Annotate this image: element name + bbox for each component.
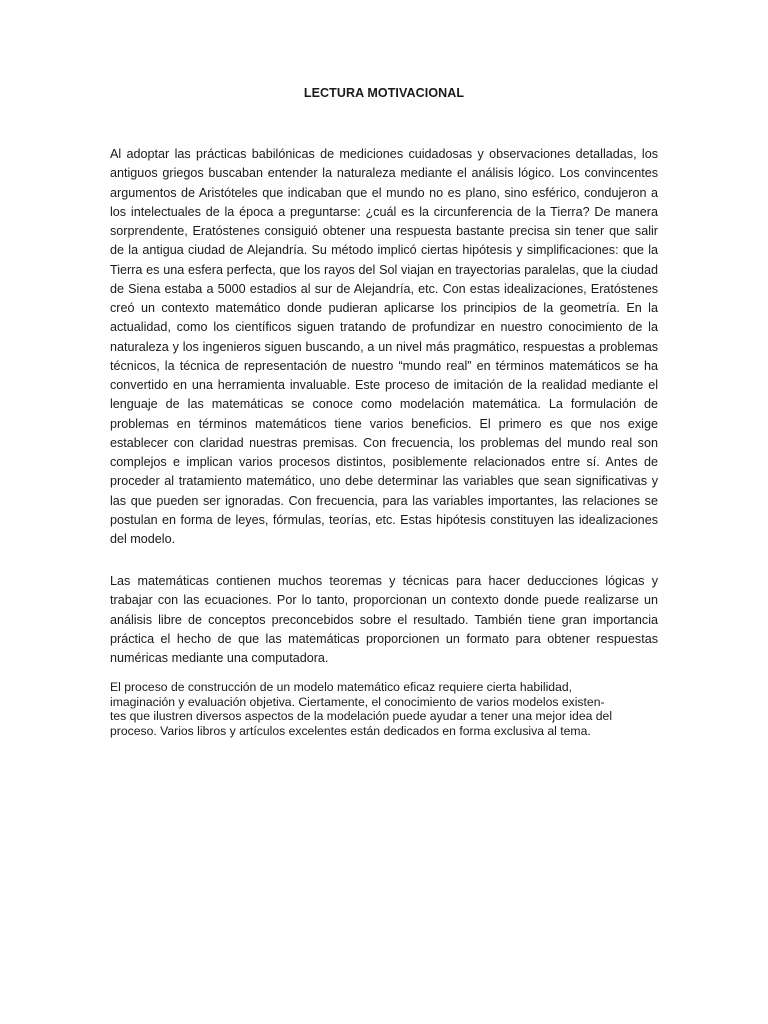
paragraph-1: Al adoptar las prácticas babilónicas de mediciones cuidadosas y observaciones detalladas, los antiguos griegos buscaban entender la naturaleza mediante el análisis lógico. Los convincentes argumentos de Aristóteles que indicaban que el mundo no es plano, sino esférico, condujeron a los intelectuales de la época a preguntarse: ¿cuál es la circunferencia de la Tierra? De manera sorprendente, Eratóstenes consiguió obtener una respuesta bastante precisa sin tener que salir de la antigua ciudad de Alejandría. Su método implicó ciertas hipótesis y simplificaciones: que la Tierra es una esfera perfecta, que los rayos del Sol viajan en trayectorias paralelas, que la ciudad de Siena estaba a 5000 estadios al sur de Alejandría, etc. Con estas idealizaciones, Eratóstenes creó un contexto matemático donde pudieran aplicarse los principios de la geometría. En la actualidad, como los científicos siguen tratando de profundizar en nuestro conocimiento de la naturaleza y los ingenieros siguen buscando, a un nivel más pragmático, respuestas a problemas técnicos, la técnica de representación de nuestro “mundo real” en términos matemáticos se ha convertido en una herramienta invaluable. Este proceso de imitación de la realidad mediante el lenguaje de las matemáticas se conoce como modelación matemática. La formulación de problemas en términos matemáticos tiene varios beneficios. El primero es que nos exige establecer con claridad nuestras premisas. Con frecuencia, los problemas del mundo real son complejos e implican varios procesos distintos, posiblemente relacionados entre sí. Antes de proceder al tratamiento matemático, uno debe determinar las variables que sean significativas y las que pueden ser ignoradas. Con frecuencia, para las variables importantes, las relaciones se postulan en forma de leyes, fórmulas, teorías, etc. Estas hipótesis constituyen las idealizaciones del modelo. [110, 147, 658, 546]
paragraph-3-line: imaginación y evaluación objetiva. Ciertamente, el conocimiento de varios modelos existen- [110, 694, 605, 709]
paragraph-2: Las matemáticas contienen muchos teoremas y técnicas para hacer deducciones lógicas y trabajar con las ecuaciones. Por lo tanto, proporcionan un contexto donde puede realizarse un análisis libre de conceptos preconcebidos sobre el resultado. También tiene gran importancia práctica el hecho de que las matemáticas proporcionen un formato para obtener respuestas numéricas mediante una computadora. [110, 574, 658, 665]
paragraph-3-line: proceso. Varios libros y artículos excelentes están dedicados en forma exclusiva al tema. [110, 723, 591, 738]
paragraph-3 [110, 680, 658, 738]
paragraph-3-line: El proceso de construcción de un modelo matemático eficaz requiere cierta habilidad, [110, 680, 573, 694]
paragraph-3-line: tes que ilustren diversos aspectos de la modelación puede ayudar a tener una mejor idea del [110, 709, 613, 723]
document-title: LECTURA MOTIVACIONAL [303, 86, 465, 100]
